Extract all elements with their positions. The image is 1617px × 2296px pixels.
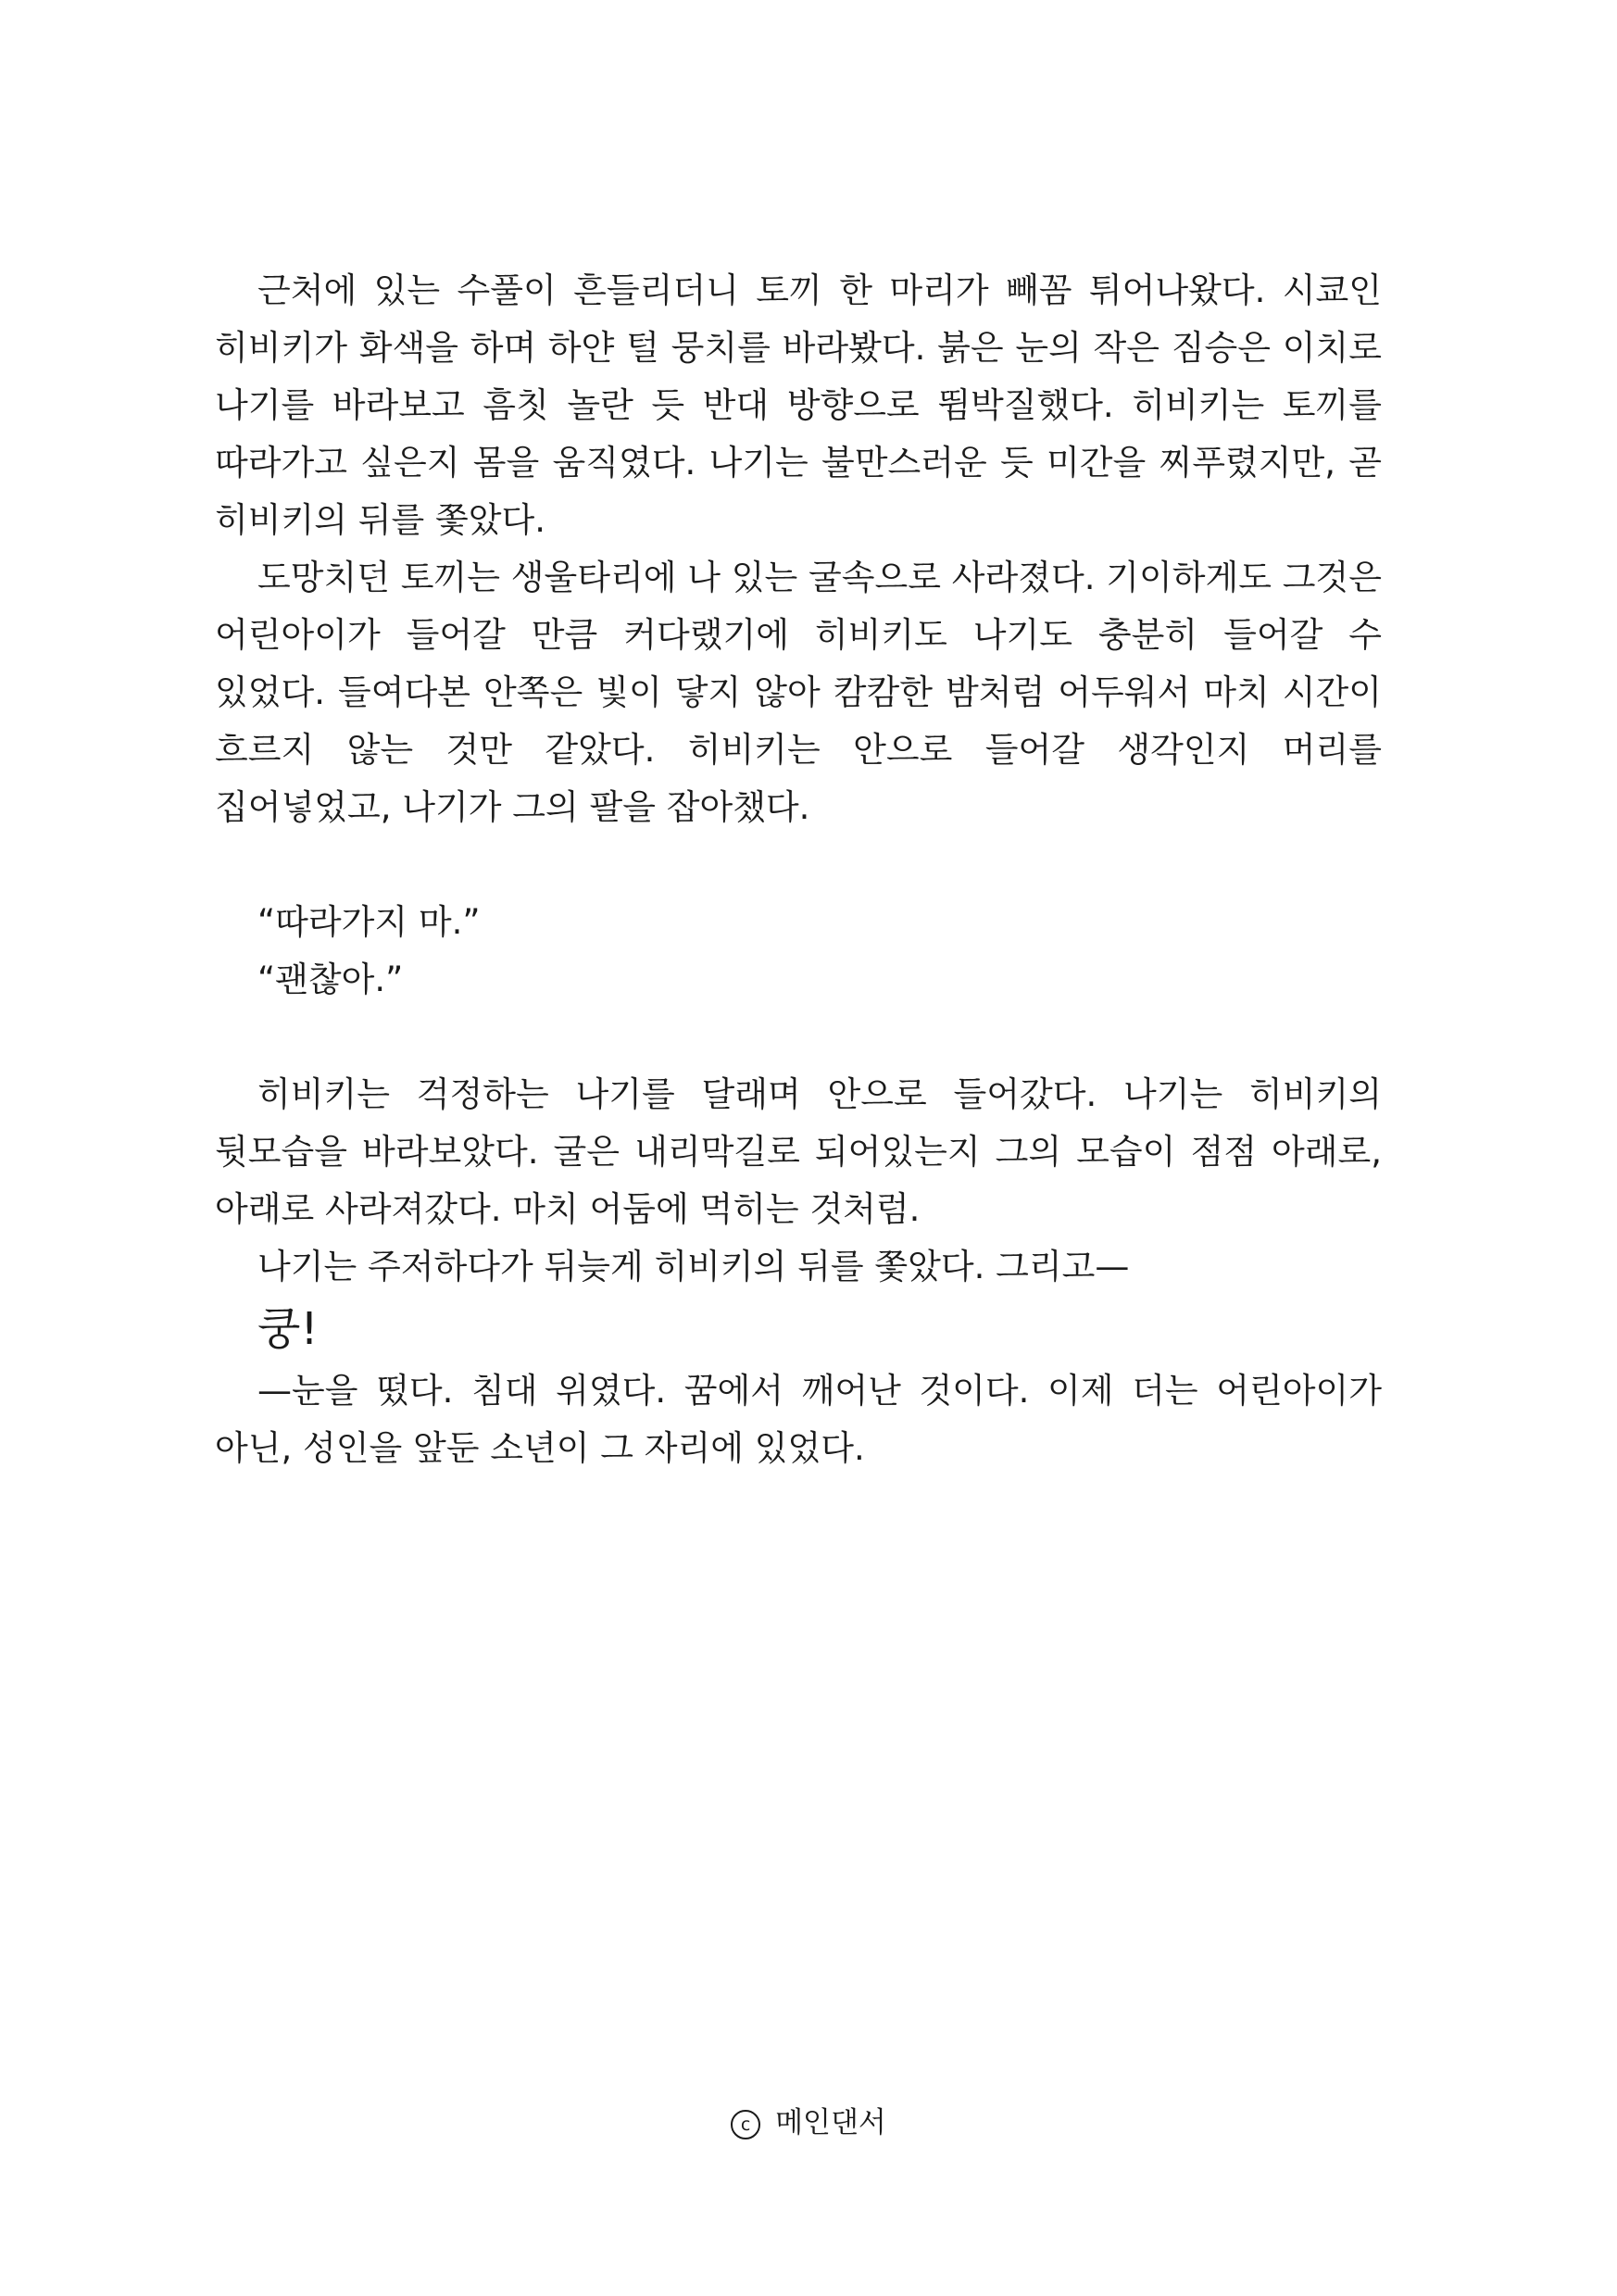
story-paragraph: 나기는 주저하다가 뒤늦게 히비키의 뒤를 쫓았다. 그리고— [257, 1247, 1130, 1286]
sound-effect: 쿵! [257, 1303, 319, 1355]
blank-line [215, 1009, 1382, 1066]
copyright-icon: c [731, 2110, 760, 2139]
story-body [215, 262, 1382, 1477]
author-name: 메인댄서 [775, 2106, 886, 2139]
blank-line [215, 836, 1382, 894]
story-paragraph: —눈을 떴다. 침대 위였다. 꿈에서 깨어난 것이다. 이제 더는 어린아이가 아닌, 성인을 앞둔 소년이 그 자리에 있었다. [215, 1371, 1382, 1468]
dialogue-line: “따라가지 마.” [257, 902, 481, 942]
story-paragraph: 도망치던 토끼는 생울타리에 나 있는 굴속으로 사라졌다. 기이하게도 그것은 어린아이가 들어갈 만큼 커다랬기에 히비키도 나기도 충분히 들어갈 수 있었다. 들여다본 안쪽은 빛이 닿지 않아 캄캄한 밤처럼 어두워서 마치 시간이 흐르지 않는 것만 같았다. 히비키는 안으로 들어갈 생각인지 머리를 집어넣었고, 나기가 그의 팔을 잡아챘다. [215, 558, 1382, 827]
dialogue-line: “괜찮아.” [257, 960, 404, 999]
story-paragraph: 근처에 있는 수풀이 흔들리더니 토끼 한 마리가 빼꼼 튀어나왔다. 시쿄인 히비키가 화색을 하며 하얀 털 뭉치를 바라봤다. 붉은 눈의 작은 짐승은 이치로 나기를 바라보고 흠칫 놀란 듯 반대 방향으로 뜀박질했다. 히비키는 토끼를 따라가고 싶은지 몸을 움직였다. 나기는 불만스러운 듯 미간을 찌푸렸지만, 곧 히비키의 뒤를 쫓았다. [215, 270, 1382, 540]
story-paragraph: 히비키는 걱정하는 나기를 달래며 안으로 들어갔다. 나기는 히비키의 뒷모습을 바라보았다. 굴은 내리막길로 되어있는지 그의 모습이 점점 아래로, 아래로 사라져갔다. 마치 어둠에 먹히는 것처럼. [215, 1074, 1382, 1229]
copyright-footer [0, 2104, 1617, 2141]
